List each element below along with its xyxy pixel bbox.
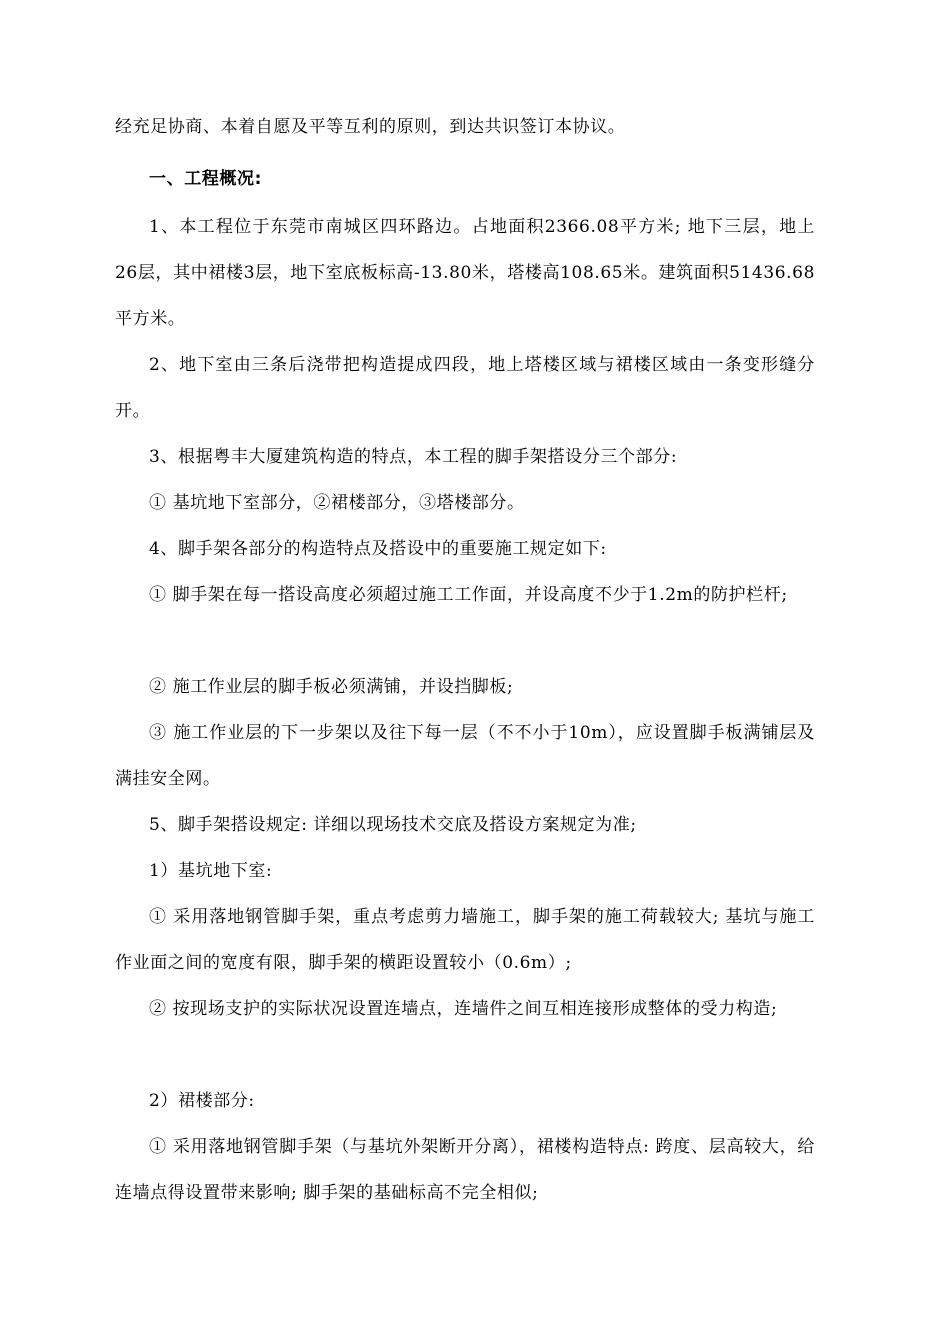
- paragraph-basement-rule-2: ② 按现场支护的实际状况设置连墙点，连墙件之间互相连接形成整体的受力构造;: [149, 999, 778, 1019]
- paragraph-item-4-rule-3: ③ 施工作业层的下一步架以及往下每一层（不不小于10m），应设置脚手板满铺层及满挂安全网。: [115, 723, 815, 789]
- intro-paragraph: 经充足协商、本着自愿及平等互利的原则，到达共识签订本协议。: [115, 117, 626, 137]
- paragraph-podium-rule-1: ① 采用落地钢管脚手架（与基坑外架断开分离），裙楼构造特点: 跨度、层高较大，给连墙点得设置带来影响; 脚手架的基础标高不完全相似;: [115, 1137, 815, 1203]
- paragraph-item-4-rule-1: ① 脚手架在每一搭设高度必须超过施工工作面，并设高度不少于1.2m的防护栏杆;: [149, 585, 788, 605]
- subheading-foundation-basement: 1）基坑地下室:: [149, 861, 273, 881]
- paragraph-item-1: 1、本工程位于东莞市南城区四环路边。占地面积2366.08平方米; 地下三层，地上26层，其中裙楼3层，地下室底板标高-13.80米，塔楼高108.65米。建筑面积51436.68平方米。: [115, 217, 815, 329]
- paragraph-basement-rule-1: ① 采用落地钢管脚手架，重点考虑剪力墙施工，脚手架的施工荷载较大; 基坑与施工作业面之间的宽度有限，脚手架的横距设置较小（0.6m）;: [115, 907, 815, 973]
- paragraph-item-4: 4、脚手架各部分的构造特点及搭设中的重要施工规定如下:: [149, 539, 607, 559]
- paragraph-item-4-rule-2: ② 施工作业层的脚手板必须满铺，并设挡脚板;: [149, 677, 514, 697]
- paragraph-item-3-parts: ① 基坑地下室部分，②裙楼部分，③塔楼部分。: [149, 493, 525, 513]
- section-heading-project-overview: 一、工程概况:: [149, 169, 262, 189]
- paragraph-item-2: 2、地下室由三条后浇带把构造提成四段，地上塔楼区域与裙楼区域由一条变形缝分开。: [115, 355, 815, 421]
- subheading-podium: 2）裙楼部分:: [149, 1091, 255, 1111]
- paragraph-item-3: 3、根据粤丰大厦建筑构造的特点，本工程的脚手架搭设分三个部分:: [149, 447, 678, 467]
- paragraph-item-5: 5、脚手架搭设规定: 详细以现场技术交底及搭设方案规定为准;: [149, 815, 637, 835]
